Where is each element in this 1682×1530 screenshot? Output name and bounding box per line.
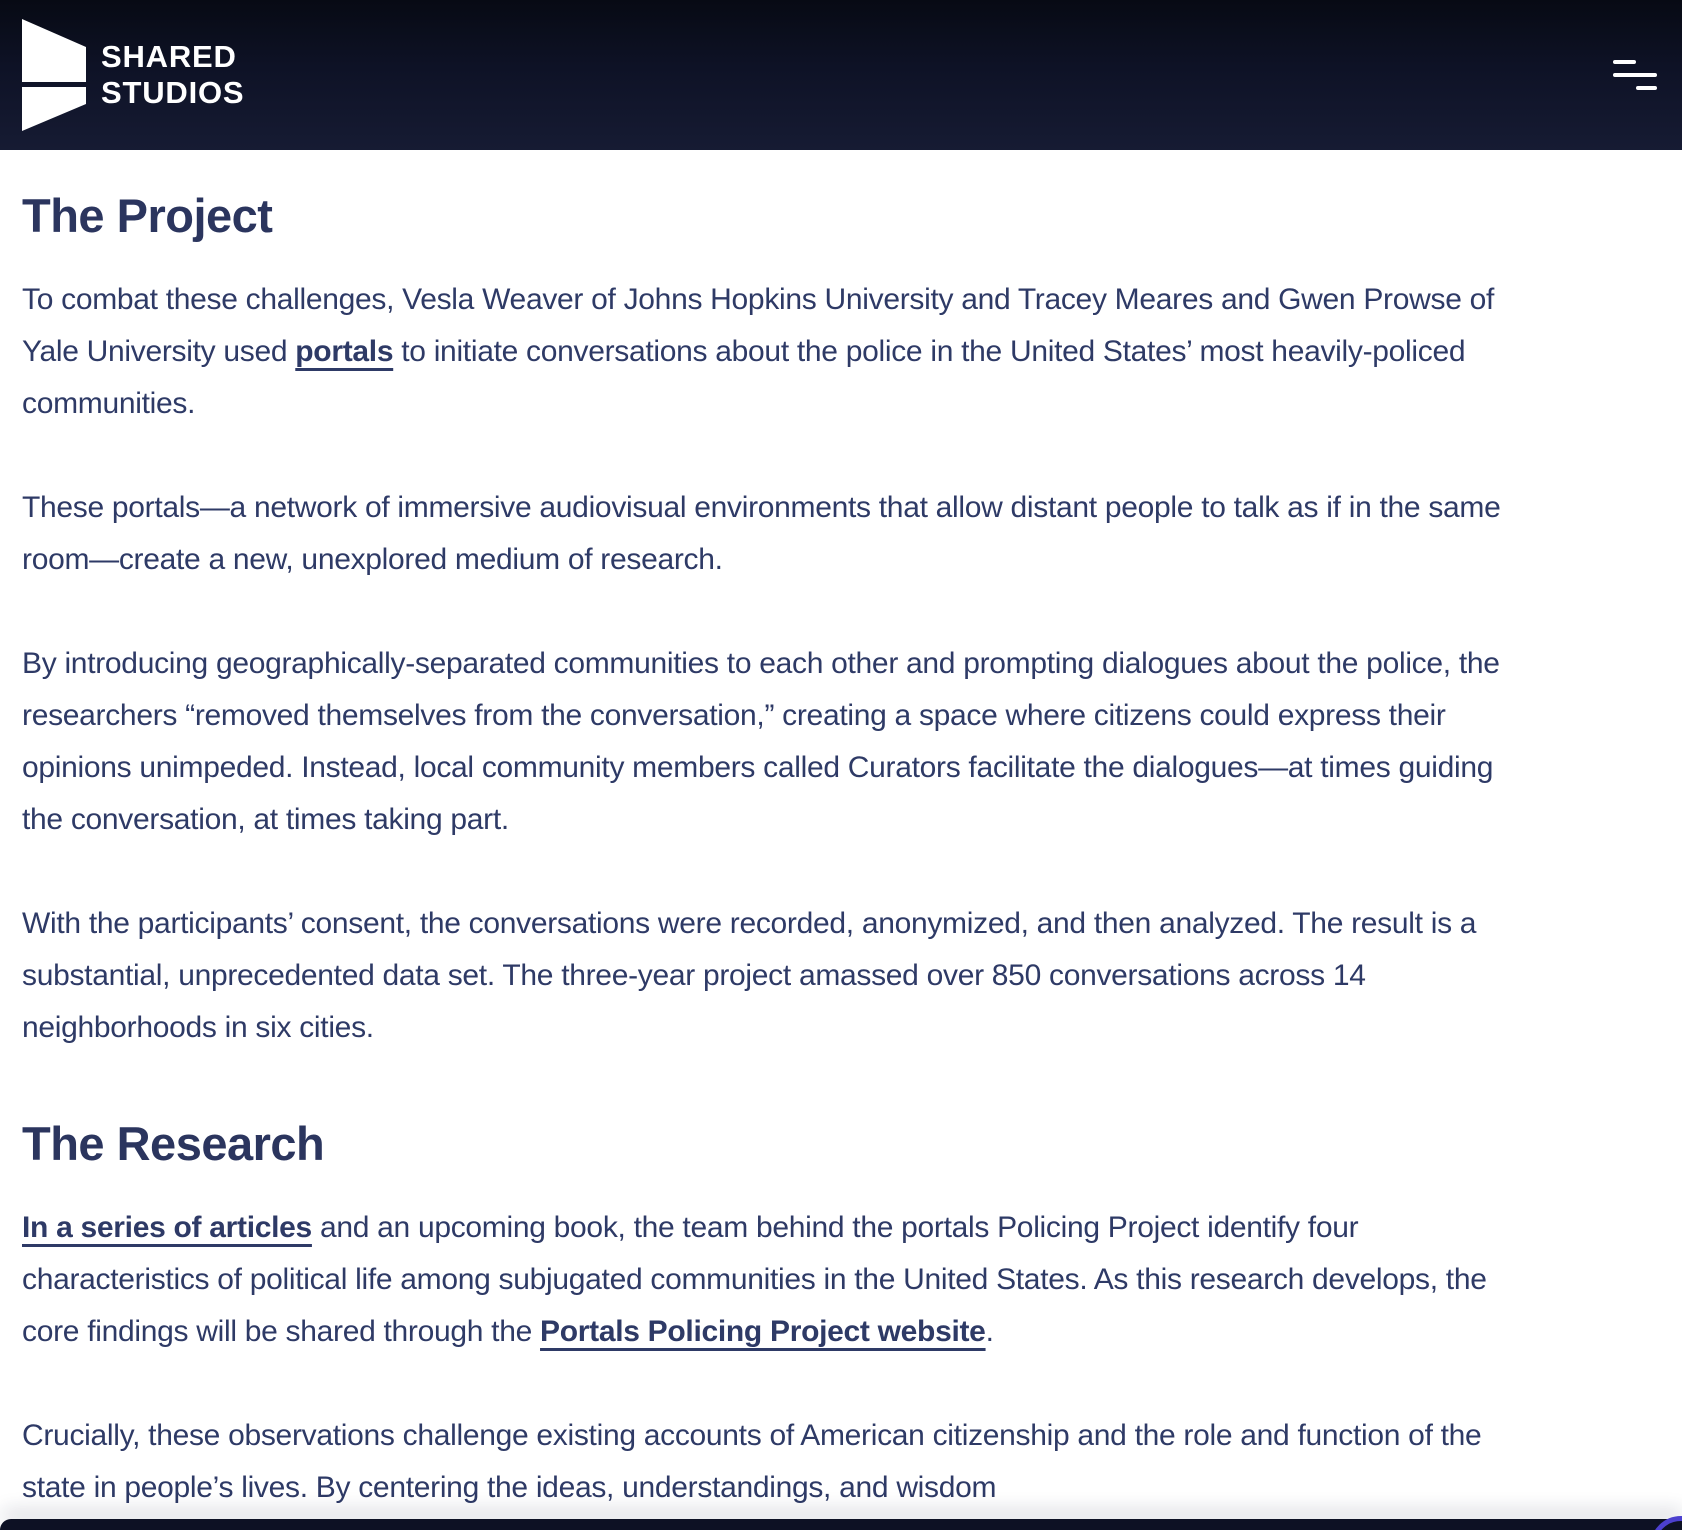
paragraph-project-1 (22, 274, 1540, 430)
article-content (0, 150, 1540, 1514)
text-run: These portals—a network of immersive audiovisual environments that allow distant people to talk as if in the same room—create a new, unexplored medium of research. (22, 491, 1501, 576)
hamburger-menu-icon[interactable] (1613, 60, 1657, 90)
brand-logo[interactable] (22, 19, 244, 131)
series-of-articles-link[interactable]: In a series of articles (22, 1211, 312, 1244)
text-run: To combat these challenges, Vesla Weaver of Johns Hopkins University and Tracey Meares and Gwen Prowse of Yale University used (22, 283, 1495, 368)
text-run: By introducing geographically-separated communities to each other and prompting dialogues about the police, the researchers “removed themselves from the conversation,” creating a space where citizens could express their opinions unimpeded. Instead, local community members called Curators facilitate the dialogues—at times guiding the conversation, at times taking part. (22, 647, 1500, 836)
bottom-bar (0, 1519, 1682, 1530)
brand-name (101, 39, 244, 111)
brand-name-line1: SHARED (101, 39, 237, 74)
text-run: to initiate conversations about the police in the United States’ most heavily-policed communities. (22, 335, 1466, 420)
text-run: and an upcoming book, the team behind the portals Policing Project identify four characteristics of political life among subjugated communities in the United States. As this research develops, the core findings will be shared through the (22, 1211, 1487, 1348)
menu-bar-middle (1613, 73, 1657, 77)
paragraph-research-1 (22, 1202, 1540, 1358)
shared-studios-portal-icon (22, 19, 86, 131)
paragraph-project-2 (22, 482, 1540, 586)
site-header (0, 0, 1682, 150)
section-heading-the-project: The Project (22, 189, 273, 242)
text-run: With the participants’ consent, the conversations were recorded, anonymized, and then analyzed. The result is a substantial, unprecedented data set. The three-year project amassed over 850 conversations across 14 neighborhoods in six cities. (22, 907, 1477, 1044)
portals-link[interactable]: portals (295, 335, 394, 368)
section-heading-the-research: The Research (22, 1117, 325, 1170)
text-run: . (985, 1315, 994, 1348)
paragraph-project-4 (22, 898, 1540, 1054)
text-run: Crucially, these observations challenge existing accounts of American citizenship and the role and function of the state in people’s lives. By centering the ideas, understandings, and wisdom (22, 1419, 1482, 1504)
paragraph-research-2 (22, 1410, 1540, 1514)
portals-policing-project-website-link[interactable]: Portals Policing Project website (540, 1315, 986, 1348)
paragraph-project-3 (22, 638, 1540, 846)
menu-bar-top (1613, 60, 1636, 64)
brand-name-line2: STUDIOS (101, 75, 245, 110)
menu-bar-bottom (1636, 86, 1657, 90)
